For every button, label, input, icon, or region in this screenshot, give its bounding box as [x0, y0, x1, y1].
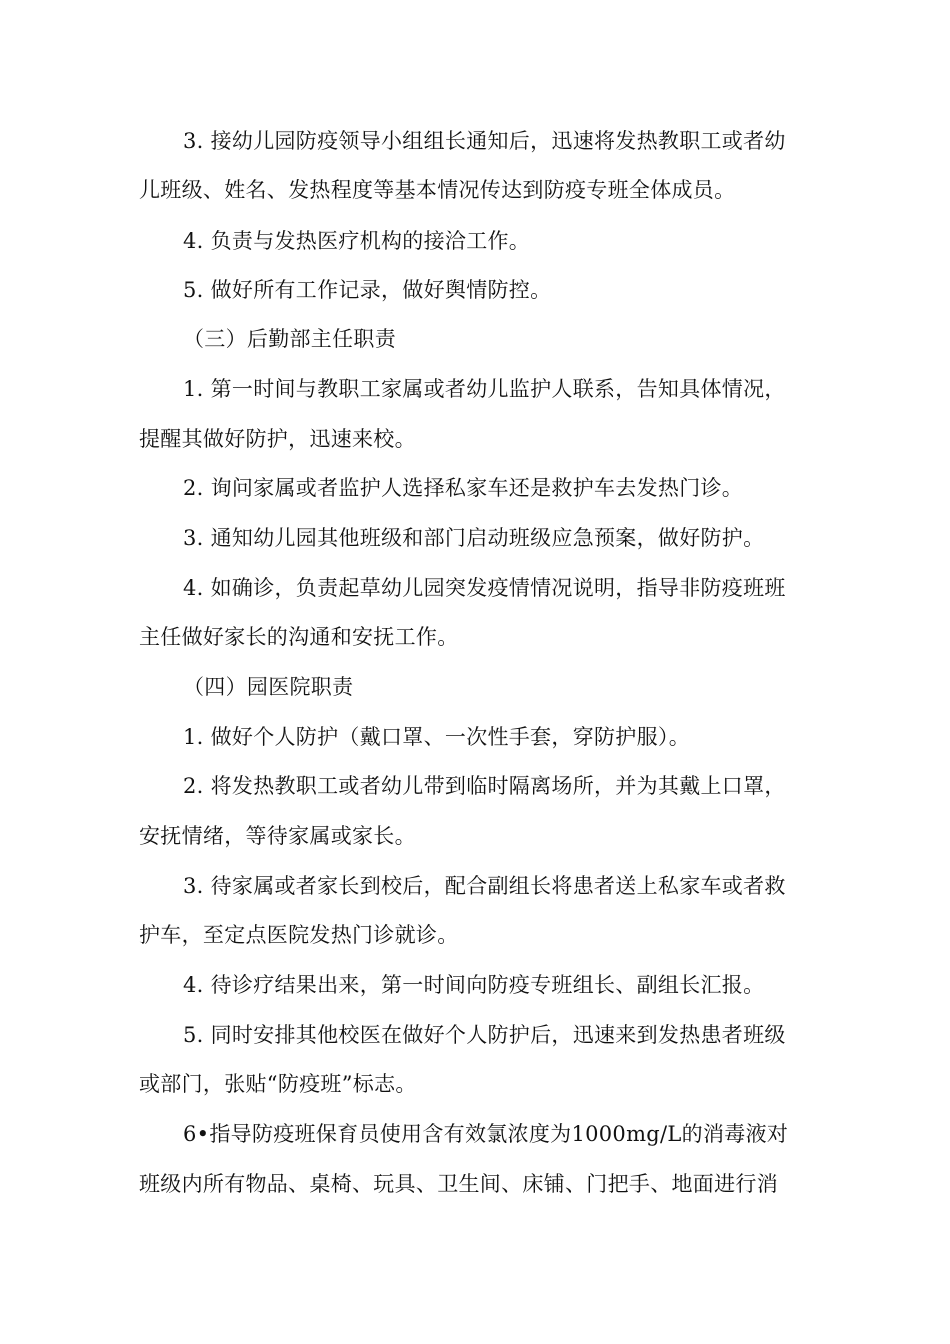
paragraph-line: 4. 如确诊，负责起草幼儿园突发疫情情况说明，指导非防疫班班 [183, 576, 786, 600]
paragraph-line: 5. 做好所有工作记录，做好舆情防控。 [183, 278, 552, 302]
paragraph-line: 护车，至定点医院发热门诊就诊。 [139, 923, 459, 947]
paragraph-line: 4. 待诊疗结果出来，第一时间向防疫专班组长、副组长汇报。 [183, 973, 765, 997]
paragraph-line: 安抚情绪，等待家属或家长。 [139, 824, 416, 848]
paragraph-line: 3. 接幼儿园防疫领导小组组长通知后，迅速将发热教职工或者幼 [183, 129, 786, 153]
paragraph-line: 主任做好家长的沟通和安抚工作。 [139, 625, 459, 649]
paragraph-line: 2. 询问家属或者监护人选择私家车还是救护车去发热门诊。 [183, 476, 744, 500]
paragraph-line: 2. 将发热教职工或者幼儿带到临时隔离场所，并为其戴上口罩， [183, 774, 786, 798]
section-heading: （四）园医院职责 [183, 675, 354, 699]
paragraph-line: 儿班级、姓名、发热程度等基本情况传达到防疫专班全体成员。 [139, 178, 736, 202]
paragraph-line: 或部门，张贴“防疫班”标志。 [139, 1072, 417, 1096]
paragraph-line: 1. 第一时间与教职工家属或者幼儿监护人联系，告知具体情况， [183, 377, 786, 401]
paragraph-line: 5. 同时安排其他校医在做好个人防护后，迅速来到发热患者班级 [183, 1023, 786, 1047]
paragraph-line: 提醒其做好防护，迅速来校。 [139, 427, 416, 451]
paragraph-line: 6•指导防疫班保育员使用含有效氯浓度为1000mg/L的消毒液对 [183, 1122, 789, 1146]
paragraph-line: 3. 待家属或者家长到校后，配合副组长将患者送上私家车或者救 [183, 874, 786, 898]
paragraph-line: 3. 通知幼儿园其他班级和部门启动班级应急预案，做好防护。 [183, 526, 765, 550]
paragraph-line: 1. 做好个人防护（戴口罩、一次性手套，穿防护服）。 [183, 725, 691, 749]
paragraph-line: 班级内所有物品、桌椅、玩具、卫生间、床铺、门把手、地面进行消 [139, 1172, 778, 1196]
paragraph-line: 4. 负责与发热医疗机构的接洽工作。 [183, 229, 531, 253]
section-heading: （三）后勤部主任职责 [183, 327, 396, 351]
